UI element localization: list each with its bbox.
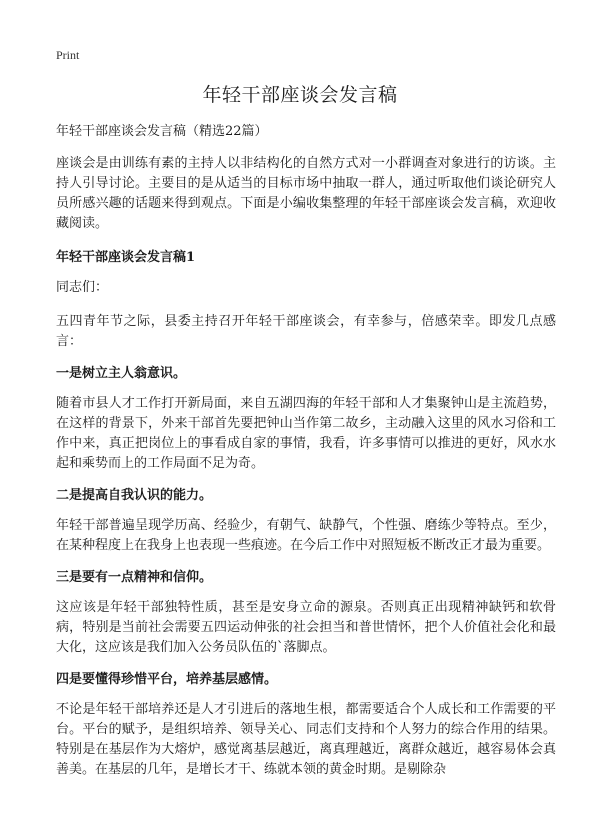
document-subtitle: 年轻干部座谈会发言稿（精选22篇） [56,124,268,139]
point-paragraph: 随着市县人才工作打开新局面，来自五湖四海的年轻干部和人才集聚钟山是主流趋势，在这样的背景下，外来干部首先要把钟山当作第二故乡，主动融入这里的风水习俗和工作中来，真正把岗位上的事看成自家的事情，我看，许多事情可以推进的更好，风水水起和乘势而上的工作局面不足为奇。 [56,396,556,471]
section-heading: 年轻干部座谈会发言稿1 [56,250,196,265]
point-paragraph: 这应该是年轻干部独特性质，甚至是安身立命的源泉。否则真正出现精神缺钙和软骨病，特别是当前社会需要五四运动伸张的社会担当和普世情怀，把个人价值社会化和最大化，这应该是我们加入公务员队伍的`落脚点。 [56,600,556,655]
print-label[interactable]: Print [56,48,80,62]
greeting: 同志们： [56,280,109,295]
point-paragraph: 年轻干部普遍呈现学历高、经验少，有朝气、缺静气，个性强、磨练少等特点。至少，在某种程度上在我身上也表现一些痕迹。在今后工作中对照短板不断改正才最为重要。 [56,518,556,553]
page-title: 年轻干部座谈会发言稿 [202,84,398,106]
intro-paragraph: 座谈会是由训练有素的主持人以非结构化的自然方式对一小群调查对象进行的访谈。主持人引导讨论。主要目的是从适当的目标市场中抽取一群人，通过听取他们谈论研究人员所感兴趣的话题来得到观点。下面是小编收集整理的年轻干部座谈会发言稿，欢迎收藏阅读。 [56,156,556,231]
point-heading: 三是要有一点精神和信仰。 [56,570,213,585]
document-body [56,122,556,792]
point-heading: 一是树立主人翁意识。 [56,366,187,381]
point-heading: 四是要懂得珍惜平台，培养基层感情。 [56,672,278,687]
opening-paragraph: 五四青年节之际，县委主持召开年轻干部座谈会，有幸参与，倍感荣幸。即发几点感言： [56,314,556,349]
point-paragraph: 不论是年轻干部培养还是人才引进后的落地生根，都需要适合个人成长和工作需要的平台。平台的赋予，是组织培养、领导关心、同志们支持和个人努力的综合作用的结果。特别是在基层作为大熔炉，感觉离基层越近，离真理越近，离群众越近，越容易体会真善美。在基层的几年，是增长才干、练就本领的黄金时期。是剔除杂 [56,702,556,777]
point-heading: 二是提高自我认识的能力。 [56,488,213,503]
